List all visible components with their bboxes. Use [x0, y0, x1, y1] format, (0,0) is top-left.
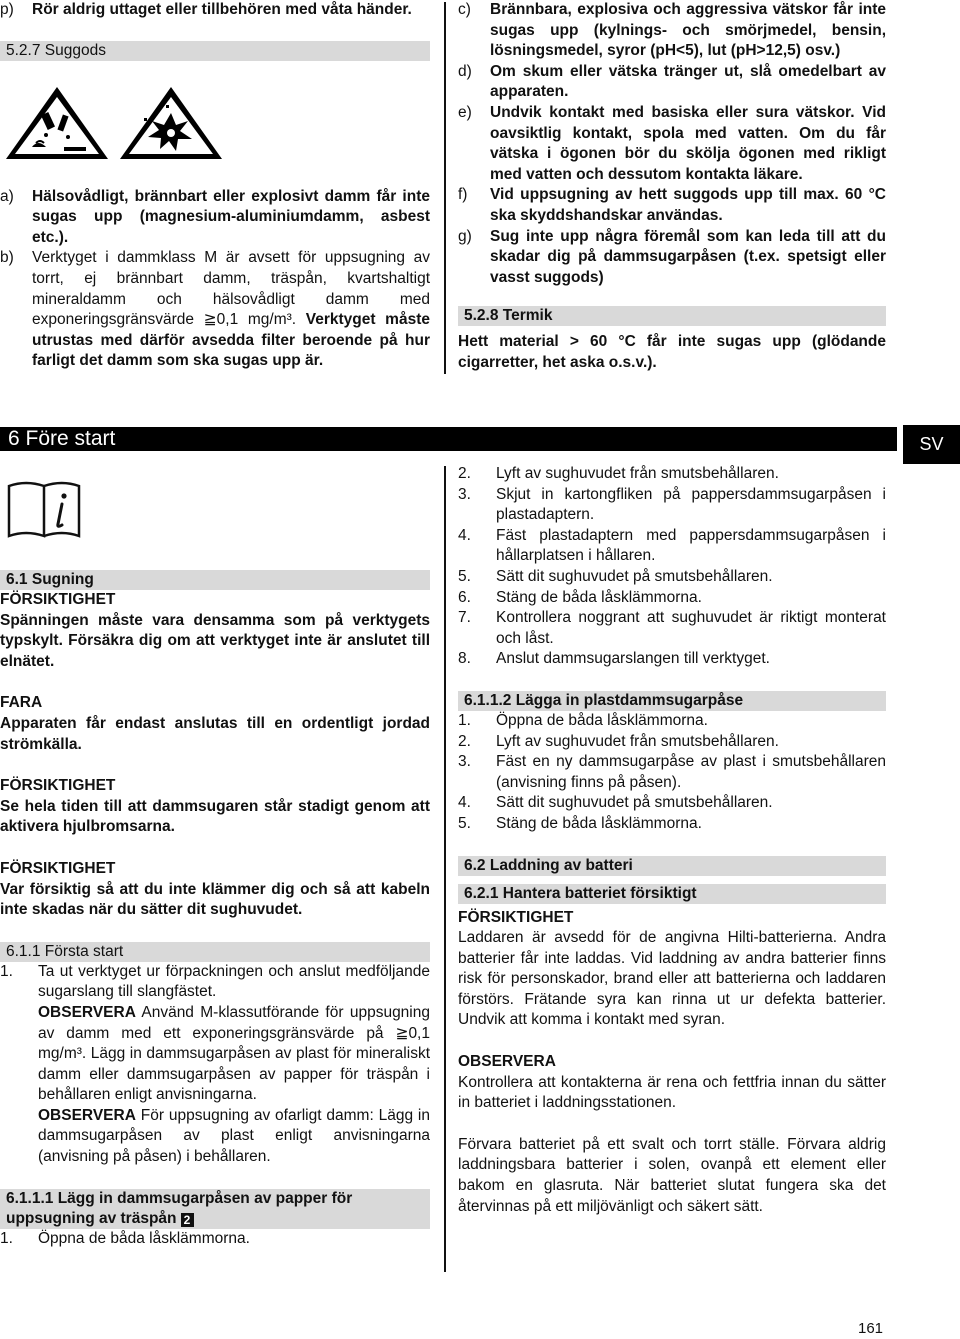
list-item-label: f) — [458, 186, 468, 204]
danger-label: FARA — [0, 694, 43, 712]
note-text: Kontrollera att kontakterna är rena och fettfria innan du sätter in batteriet i laddningsstationen. — [458, 1073, 886, 1112]
caution-label: FÖRSIKTIGHET — [458, 908, 574, 926]
caution-text: Se hela tiden till att dammsugaren står stadigt genom att aktivera hjulbromsarna. — [0, 797, 430, 836]
steps-list — [458, 711, 886, 835]
lower-right-column — [458, 464, 886, 1217]
hazard-list — [458, 0, 886, 288]
section-heading: 6.2 Laddning av batteri — [458, 856, 886, 876]
list-item-label: 2. — [458, 732, 471, 750]
list-item: 1. Ta ut verktyget ur förpackningen och anslut medföljande sugarslang till slangfästet. — [0, 962, 430, 1001]
list-item-text: Sätt dit sughuvudet på smutsbehållaren. — [496, 567, 773, 585]
list-item-text: Sätt dit sughuvudet på smutsbehållaren. — [496, 794, 773, 812]
section-heading: 5.2.8 Termik — [458, 306, 886, 326]
list-item — [458, 62, 886, 103]
list-item — [458, 793, 886, 814]
explosive-hazard-icon — [116, 83, 226, 163]
section-heading: 6.1.1.2 Lägga in plastdammsugarpåse — [458, 691, 886, 711]
list-item-label: 4. — [458, 794, 471, 812]
list-item: p) Rör aldrig uttaget eller tillbehören med våta händer. — [0, 1, 412, 18]
top-right-column — [458, 0, 886, 374]
list-item-text: Brännbara, explosiva och aggressiva vätskor får inte sugas upp (kylnings- och smörjmedel, bensin, lösningsmedel, syror (pH<5), lut (pH>12,5) osv.) — [490, 1, 886, 60]
list-item — [458, 464, 886, 485]
list-item-text: Stäng de båda låsklämmorna. — [496, 588, 702, 606]
list-item — [458, 0, 886, 62]
list-item-label: 1. — [458, 711, 471, 729]
list-item-label: 2. — [458, 465, 471, 482]
list-item — [458, 711, 886, 732]
list-item: a) Hälsovådligt, brännbart eller explosivt damm får inte sugas upp (magnesium-aluminiumdamm, asbest etc.). — [0, 187, 430, 246]
list-item-label: g) — [458, 227, 472, 245]
info-book-icon — [6, 478, 82, 540]
column-divider — [444, 466, 446, 1272]
caution-label: FÖRSIKTIGHET — [0, 859, 116, 877]
caution-text: Spänningen måste vara densamma som på verktygets typskylt. Försäkra dig om att verktyget inte är anslutet till elnätet. — [0, 611, 430, 670]
language-tab: SV — [903, 425, 960, 464]
list-item — [458, 752, 886, 793]
lower-left-column — [0, 478, 430, 1249]
page-number: 161 — [858, 1320, 884, 1337]
list-item-label: c) — [458, 1, 471, 18]
top-left-column — [0, 0, 430, 372]
list-item — [458, 588, 886, 609]
list-item: b) Verktyget i dammklass M är avsett för uppsugning av torrt, ej brännbart damm, träspån, kvartshaltigt mineraldamm och hälsovådligt damm med exponeringsgränsvärde ≧0,1 mg/m³. Verktyget måste utrustas med därför avsedda filter beroende på hur farligt det damm som ska sugas upp är. — [0, 249, 430, 370]
list-item — [458, 814, 886, 835]
list-item-text: Öppna de båda låsklämmorna. — [496, 711, 708, 729]
list-item-text: Lyft av sughuvudet från smutsbehållaren. — [496, 732, 779, 750]
caution-label: FÖRSIKTIGHET — [0, 777, 116, 795]
list-item — [458, 732, 886, 753]
note-paragraph: OBSERVERA För uppsugning av ofarligt damm: Lägg in dammsugarpåsen av plast enligt anvisningarna (anvisning på påsen) i behållaren. — [38, 1106, 430, 1166]
caution-text: Var försiktig så att du inte klämmer dig och så att kabeln inte skadas när du sätter dit sughuvudet. — [0, 880, 430, 919]
list-item-text: Skjut in kartongfliken på pappersdammsugarpåsen i plastadaptern. — [496, 485, 886, 524]
list-item-label: 4. — [458, 526, 471, 544]
list-item-text: Undvik kontakt med basiska eller sura vätskor. Vid oavsiktlig kontakt, spola med vatten. Om du får vätska i ögonen bör du skölja ögonen med rikligt med vatten och dessutom kontakta läkare. — [490, 103, 886, 183]
list-item-label: e) — [458, 103, 472, 121]
list-item-label: 8. — [458, 650, 471, 668]
list-item-label: 6. — [458, 588, 471, 606]
list-item-text: Kontrollera noggrant att sughuvudet är riktigt monterat och låst. — [496, 609, 886, 647]
section-heading: 6.2.1 Hantera batteriet försiktigt — [458, 884, 886, 904]
list-item-text: Om skum eller vätska tränger ut, slå omedelbart av apparaten. — [490, 62, 886, 101]
figure-number-badge: 2 — [181, 1213, 194, 1227]
list-item — [458, 526, 886, 567]
list-item — [458, 227, 886, 289]
list-item-label: 5. — [458, 567, 471, 585]
list-item — [458, 185, 886, 226]
caution-label: FÖRSIKTIGHET — [0, 591, 116, 608]
storage-text: Förvara batteriet på ett svalt och torrt ställe. Förvara aldrig laddningsbara batterier i solen, ovanpå ett element eller bakom en glasruta. När batteriet slutat fungera ska det återvinnas på ett miljövänligt och säkert sätt. — [458, 1135, 886, 1215]
chapter-title: 6 Före start — [0, 427, 897, 451]
list-item-label: 3. — [458, 753, 471, 771]
termik-text: Hett material > 60 °C får inte sugas upp (glödande cigarretter, het aska o.s.v.). — [458, 333, 886, 371]
list-item-text: Lyft av sughuvudet från smutsbehållaren. — [496, 465, 779, 482]
list-item-text: Stäng de båda låsklämmorna. — [496, 814, 702, 832]
list-item-text: Sug inte upp några föremål som kan leda till att du skadar dig på dammsugarpåsen (t.ex. spetsigt eller vasst suggods) — [490, 227, 886, 286]
list-item-label: 5. — [458, 814, 471, 832]
list-item-label: 3. — [458, 485, 471, 503]
section-heading: 6.1 Sugning — [0, 570, 430, 590]
list-item-text: Fäst en ny dammsugarpåse av plast i smutsbehållaren (anvisning finns på påsen). — [496, 753, 886, 791]
section-heading: 6.1.1 Första start — [0, 942, 430, 962]
note-paragraph: OBSERVERA Använd M-klassutförande för uppsugning av damm med ett exponeringsgränsvärde på ≧0,1 mg/m³. Lägg in dammsugarpåsen av plast för mineraliskt damm eller dammsugarpåsen av papper för träspån i behållaren enligt anvisningarna. — [38, 1003, 430, 1104]
note-label: OBSERVERA — [458, 1053, 556, 1071]
section-heading: 6.1.1.1 Lägg in dammsugarpåsen av papper för uppsugning av träspån 2 — [0, 1189, 430, 1229]
list-item — [458, 485, 886, 526]
corrosive-hazard-icon — [2, 83, 112, 163]
steps-list — [458, 464, 886, 670]
warning-pictograms — [0, 69, 430, 181]
list-item-text: Fäst plastadaptern med pappersdammsugarpåsen i hållarplatsen i hållaren. — [496, 526, 886, 565]
caution-text: Laddaren är avsedd för de angivna Hilti-batterierna. Andra batterier får inte laddas. Vid laddning av andra batterier finns risk för personskador, brand eller att batterierna och laddaren förstörs. Frätande syra kan rinna ut ur defekta batterier. Undvik att komma i kontakt med syran. — [458, 929, 886, 1029]
section-heading: 5.2.7 Suggods — [0, 41, 430, 61]
list-item-text: Anslut dammsugarslangen till verktyget. — [496, 650, 770, 668]
list-item-text: Vid uppsugning av hett suggods upp till max. 60 °C ska skyddshandskar användas. — [490, 186, 886, 224]
list-item — [458, 649, 886, 670]
list-item-label: d) — [458, 62, 472, 80]
column-divider — [444, 2, 446, 374]
list-item — [458, 608, 886, 649]
danger-text: Apparaten får endast anslutas till en ordentligt jordad strömkälla. — [0, 714, 430, 753]
list-item — [458, 103, 886, 185]
list-item: 1. Öppna de båda låsklämmorna. — [0, 1229, 250, 1247]
list-item-label: 7. — [458, 609, 471, 627]
list-item — [458, 567, 886, 588]
